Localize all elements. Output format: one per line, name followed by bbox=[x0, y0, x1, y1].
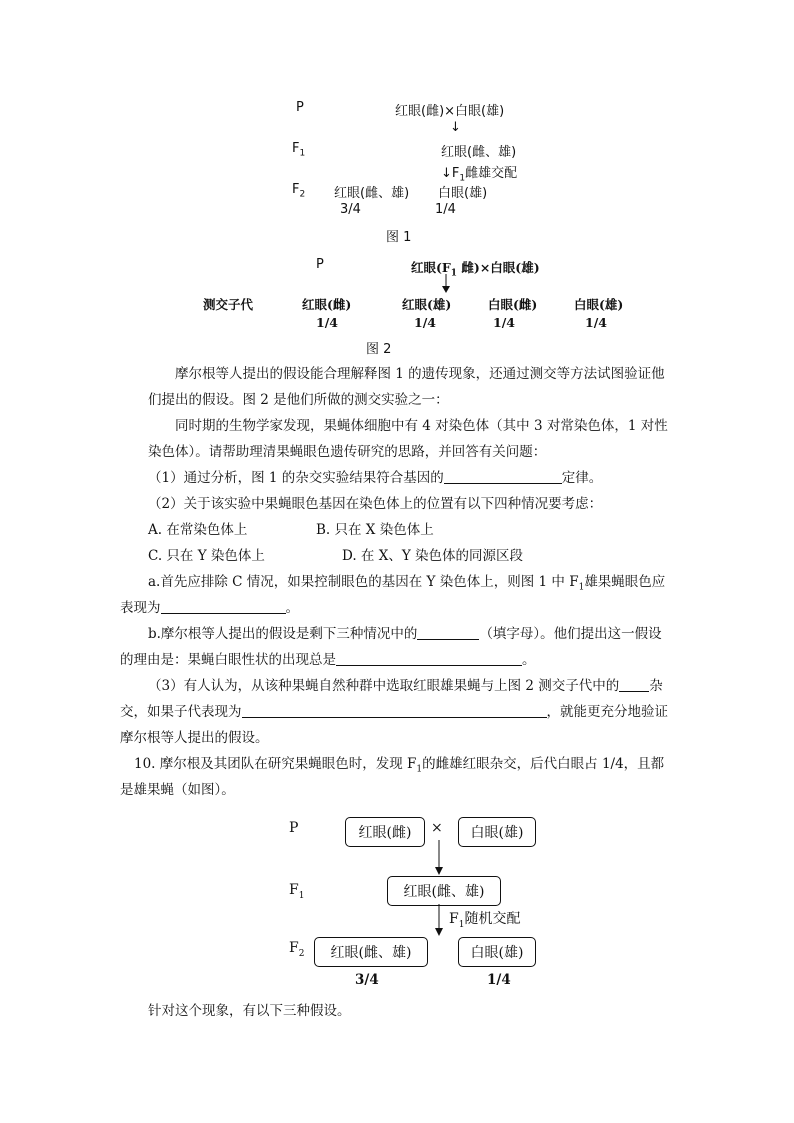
fig2-offspring-label: 测交子代 bbox=[203, 297, 254, 312]
question-2a-line2: 表现为 。 bbox=[120, 600, 299, 616]
answer-blank[interactable] bbox=[161, 598, 286, 614]
question-1: （1）通过分析，图 1 的杂交实验结果符合基因的 定律。 bbox=[148, 470, 603, 486]
fig3-f1-label: $F_1$ bbox=[289, 882, 305, 901]
question-2b: b.摩尔根等人提出的假设是剩下三种情况中的 （填字母）。他们提出这一假设 bbox=[148, 626, 662, 642]
fig3-f2-white-box: 白眼(雄) bbox=[458, 937, 536, 967]
fig2-offspring-ratio: 1/4 bbox=[493, 315, 515, 330]
fig3-p-female-box: 红眼(雌) bbox=[345, 817, 425, 847]
question-3: （3）有人认为，从该种果蝇自然种群中选取红眼雄果蝇与上图 2 测交子代中的 杂 bbox=[148, 678, 663, 694]
fig3-f1-box: 红眼(雌、雄) bbox=[387, 876, 501, 906]
fig1-f2-red: 红眼(雌、雄) bbox=[334, 186, 410, 201]
fig1-mating: $↓F_1$雌雄交配 bbox=[441, 166, 518, 184]
fig1-caption: 图 1 bbox=[386, 230, 412, 245]
question-3-line3: 摩尔根等人提出的假设。 bbox=[120, 730, 269, 746]
question-2a: a.首先应排除 C 情况，如果控制眼色的基因在 Y 染色体上，则图 1 中 $F_1$雄果蝇眼色应 bbox=[148, 574, 666, 593]
fig2-offspring-ratio: 1/4 bbox=[585, 315, 607, 330]
question-10-line2: 是雄果蝇（如图）。 bbox=[120, 782, 235, 798]
option-d: D. 在 X、Y 染色体的同源区段 bbox=[342, 548, 524, 564]
fig1-p-cross: 红眼(雌)×白眼(雄) bbox=[395, 104, 505, 119]
fig3-arrow-2 bbox=[433, 904, 445, 937]
fig1-p-label: P bbox=[296, 100, 304, 115]
option-b: B. 只在 X 染色体上 bbox=[316, 522, 434, 538]
paragraph-1: 摩尔根等人提出的假设能合理解释图 1 的遗传现象，还通过测交等方法试图验证他们提出的假设。图 2 是他们所做的测交实验之一： bbox=[148, 366, 665, 408]
answer-blank[interactable] bbox=[444, 468, 562, 484]
fig3-f2-white-ratio: 1/4 bbox=[487, 972, 511, 988]
fig2-caption: 图 2 bbox=[366, 342, 392, 357]
fig2-offspring-ratio: 1/4 bbox=[414, 315, 436, 330]
answer-blank[interactable] bbox=[242, 702, 547, 718]
fig3-p-label: P bbox=[289, 820, 299, 836]
question-2b-line2: 的理由是：果蝇白眼性状的出现总是 。 bbox=[120, 652, 536, 668]
question-10: 10. 摩尔根及其团队在研究果蝇眼色时，发现 $F_1$的雌雄红眼杂交，后代白眼占 1/4，且都 bbox=[134, 756, 665, 775]
fig1-f2-white-ratio: 1/4 bbox=[435, 202, 456, 217]
question-2: （2）关于该实验中果蝇眼色基因在染色体上的位置有以下四种情况要考虑： bbox=[148, 496, 603, 512]
fig1-f2-red-ratio: 3/4 bbox=[340, 202, 361, 217]
fig1-f2-white: 白眼(雄) bbox=[438, 186, 488, 201]
paragraph-2: 同时期的生物学家发现，果蝇体细胞中有 4 对染色体（其中 3 对常染色体，1 对性染色体）。请帮助理清果蝇眼色遗传研究的思路，并回答有关问题： bbox=[148, 418, 668, 460]
answer-blank[interactable] bbox=[336, 650, 522, 666]
fig2-arrow bbox=[440, 274, 452, 294]
question-3-line2: 交，如果子代表现为 ，就能更充分地验证 bbox=[120, 704, 668, 720]
fig3-f2-red-box: 红眼(雌、雄) bbox=[314, 937, 428, 967]
answer-blank[interactable] bbox=[417, 624, 479, 640]
answer-blank[interactable] bbox=[619, 676, 649, 692]
fig2-cross: 红眼($F_1$ 雌)×白眼(雄) bbox=[411, 260, 540, 279]
option-c: C. 只在 Y 染色体上 bbox=[148, 548, 265, 564]
option-a: A. 在常染色体上 bbox=[148, 522, 248, 538]
final-paragraph: 针对这个现象，有以下三种假设。 bbox=[148, 1003, 351, 1019]
fig3-f2-label: $F_2$ bbox=[289, 940, 305, 959]
fig3-cross-sign: × bbox=[431, 820, 443, 836]
fig2-offspring-type: 红眼(雄) bbox=[402, 297, 452, 312]
fig3-f2-red-ratio: 3/4 bbox=[355, 972, 379, 988]
fig2-offspring-type: 红眼(雌) bbox=[302, 297, 352, 312]
fig2-offspring-type: 白眼(雄) bbox=[574, 297, 624, 312]
fig1-arrow: ↓ bbox=[450, 120, 461, 135]
fig3-mating: $F_1$随机交配 bbox=[449, 911, 521, 930]
fig2-p-label: P bbox=[316, 257, 324, 272]
fig2-offspring-ratio: 1/4 bbox=[316, 315, 338, 330]
fig1-f1-label: $F_1$ bbox=[292, 141, 306, 159]
fig1-f1-text: 红眼(雌、雄) bbox=[441, 145, 517, 160]
fig3-p-male-box: 白眼(雄) bbox=[458, 817, 536, 847]
fig1-f2-label: $F_2$ bbox=[292, 182, 306, 200]
fig2-offspring-type: 白眼(雌) bbox=[488, 297, 538, 312]
fig3-arrow-1 bbox=[433, 840, 445, 876]
